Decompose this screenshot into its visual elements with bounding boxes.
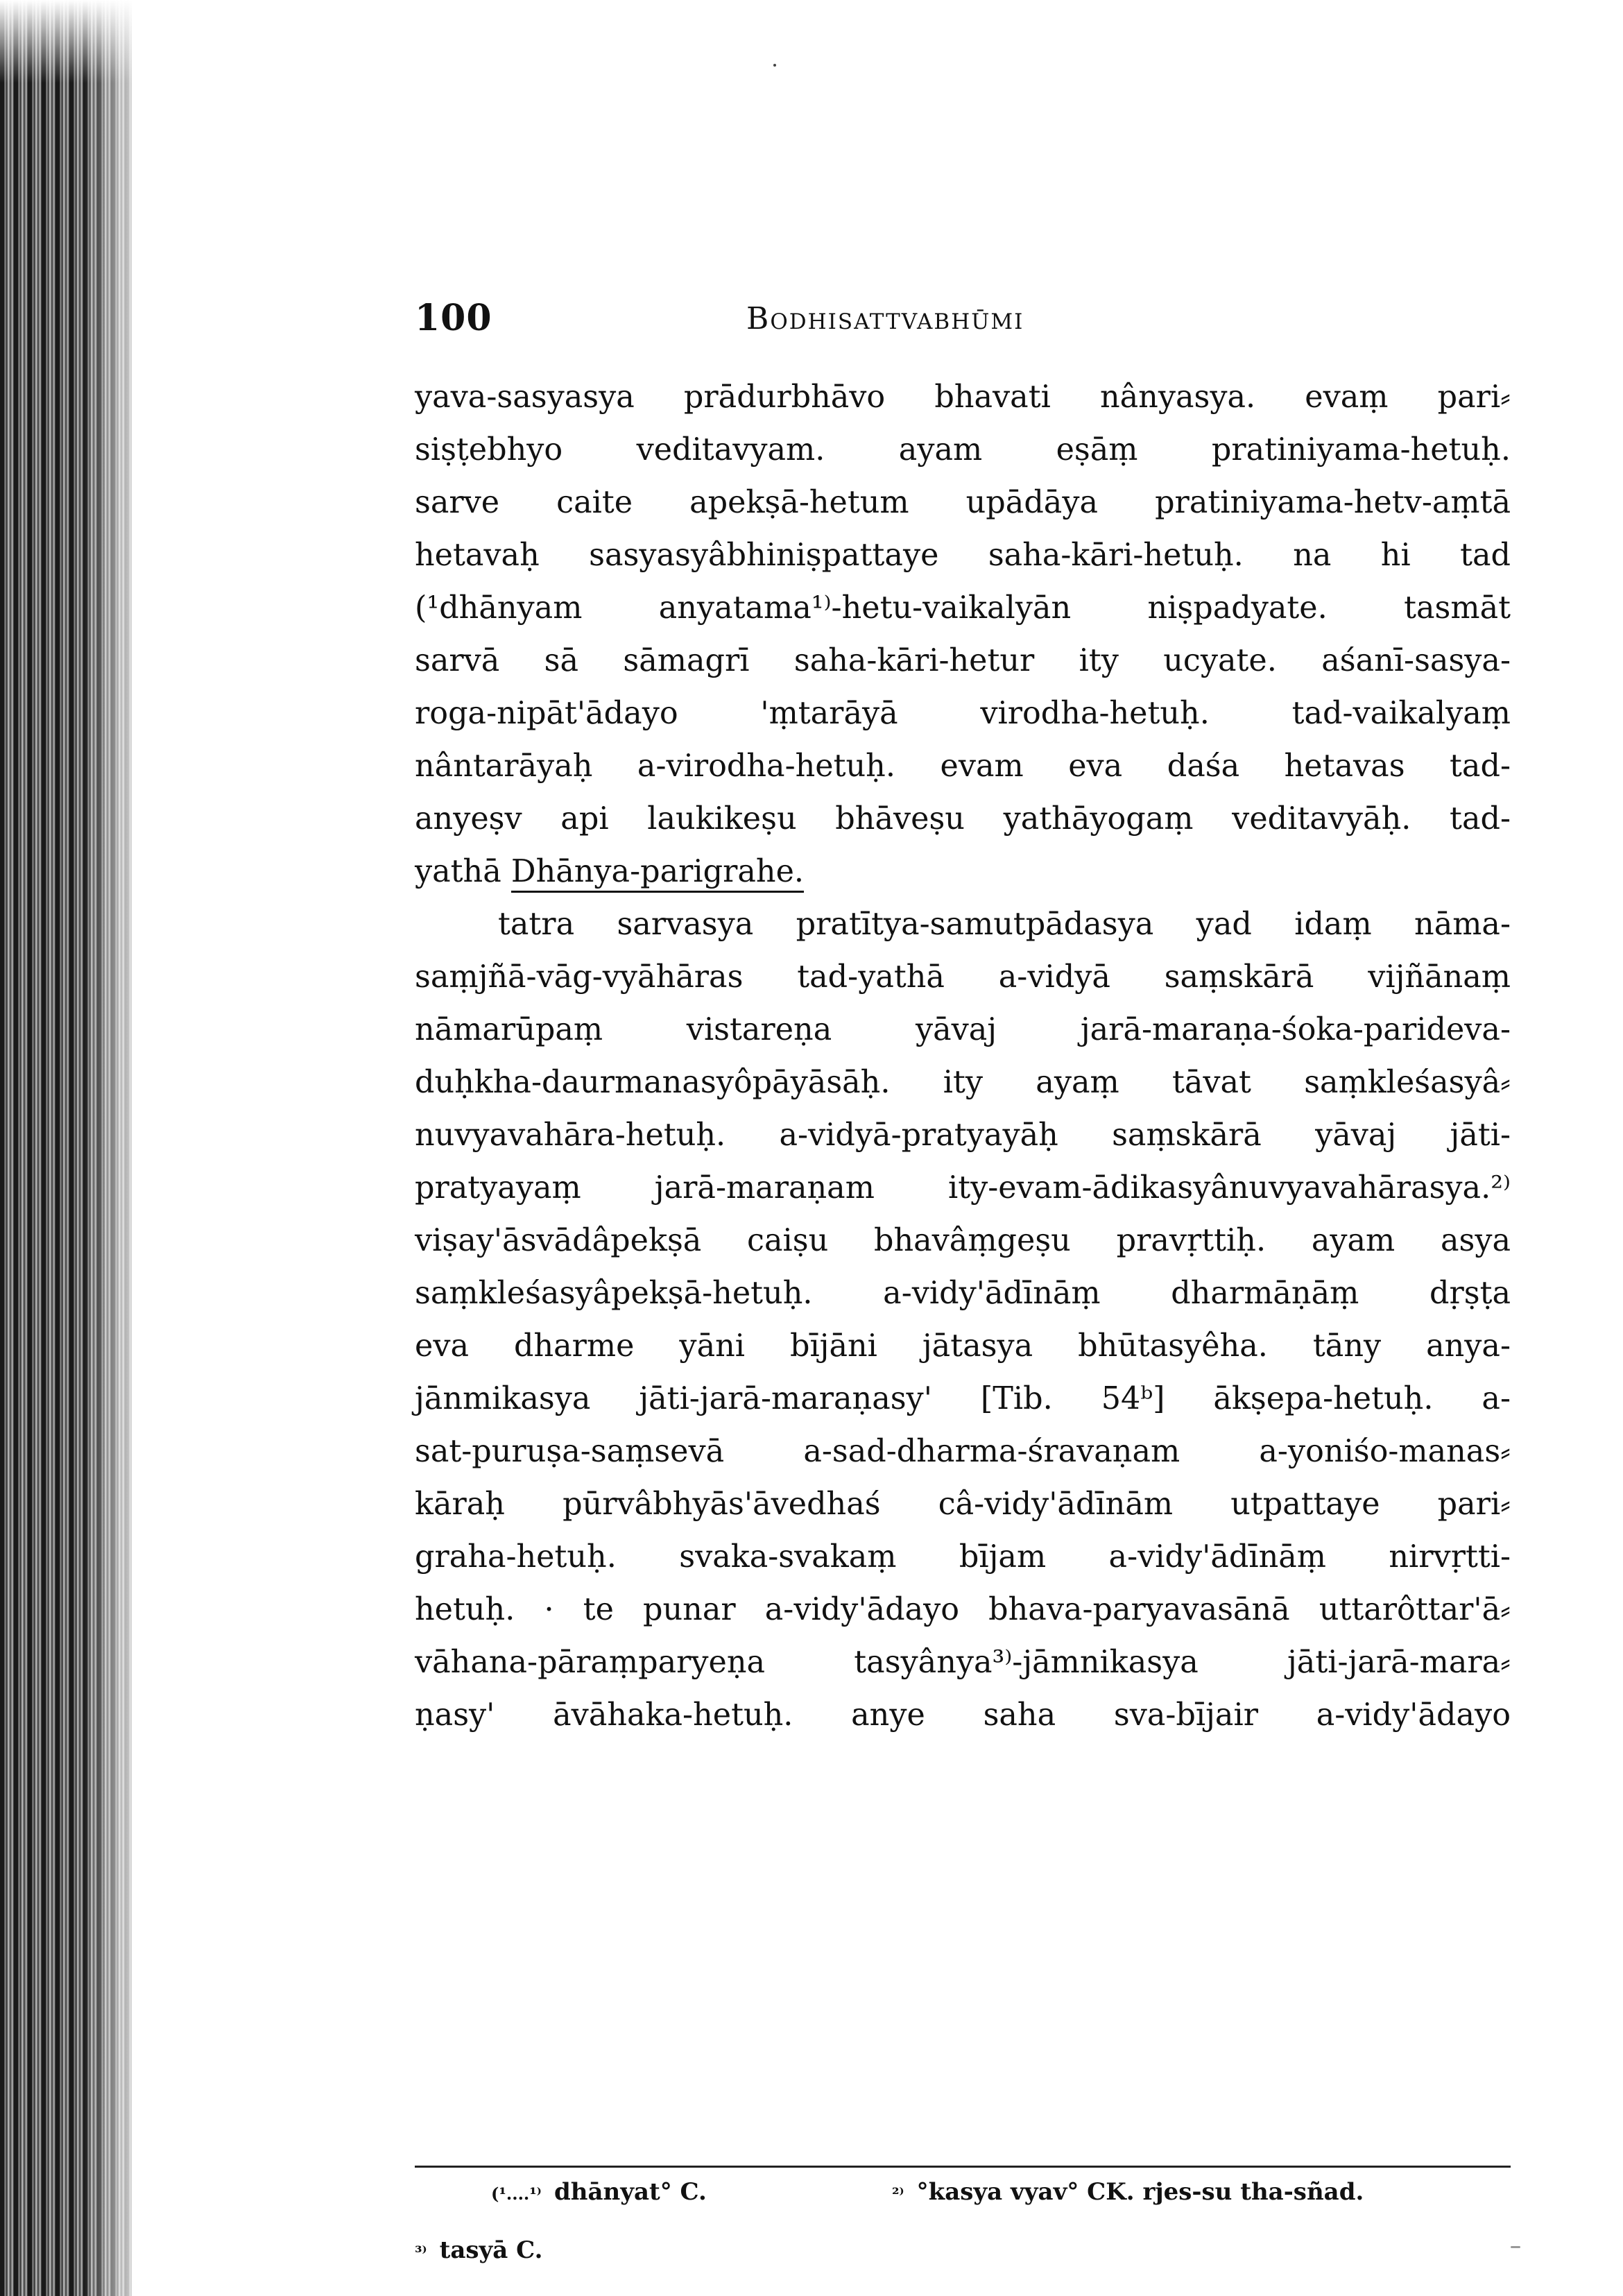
text-line: viṣay'āsvādâpekṣā caiṣu bhavâṃgeṣu pravṛttiḥ. ayam asya [415, 1223, 1511, 1258]
text-line: jānmikasya jāti-jarā-maraṇasy' [Tib. 54ᵇ] ākṣepa-hetuḥ. a- [415, 1381, 1511, 1416]
footnote-3 [415, 2236, 542, 2264]
text-line: nuvyavahāra-hetuḥ. a-vidyā-pratyayāḥ saṃskārā yāvaj jāti- [415, 1117, 1511, 1153]
text-line: duḥkha-daurmanasyôpāyāsāḥ. ity ayaṃ tāvat saṃkleśasyâ⸗ [415, 1065, 1511, 1100]
text-line: nāmarūpaṃ vistareṇa yāvaj jarā-maraṇa-śoka-parideva- [415, 1012, 1511, 1047]
paper-speck [1511, 2246, 1520, 2248]
cross-reference: Dhānya-parigrahe. [511, 854, 804, 893]
text-line: (¹dhānyam anyatama¹⁾-hetu-vaikalyān niṣpadyate. tasmāt [415, 590, 1511, 626]
footnote-1-text: dhānyat° C. [553, 2178, 707, 2206]
footnote-2-mark: ²⁾ [892, 2184, 904, 2204]
footnote-2-text: °kasya vyav° CK. rjes-su tha-sñad. [916, 2178, 1364, 2206]
text-line: sarvā sā sāmagrī saha-kāri-hetur ity ucyate. aśanī-sasya- [415, 643, 1511, 678]
binding-gutter-top [0, 0, 139, 83]
running-title: Bodhisattvabhūmi [746, 301, 1024, 336]
text-line: graha-hetuḥ. svaka-svakaṃ bījam a-vidy'ādīnāṃ nirvṛtti- [415, 1539, 1511, 1575]
text-line: siṣṭebhyo veditavyam. ayam eṣāṃ pratiniyama-hetuḥ. [415, 432, 1511, 468]
binding-gutter-fade [83, 0, 146, 2296]
footnote-rule [415, 2166, 1511, 2168]
footnote-1-mark: (¹....¹⁾ [491, 2184, 542, 2204]
paragraph-first-line: tatra sarvasya pratītya-samutpādasya yad idaṃ nāma- [498, 907, 1511, 942]
text-line: kāraḥ pūrvâbhyās'āvedhaś câ-vidy'ādīnām utpattaye pari⸗ [415, 1487, 1511, 1522]
text-line-prefix: yathā [415, 854, 511, 889]
text-line: roga-nipāt'ādayo 'ṃtarāyā virodha-hetuḥ. tad-vaikalyaṃ [415, 696, 1511, 731]
footnote-3-text: tasyā C. [439, 2236, 543, 2264]
paper-speck [773, 64, 776, 67]
footnote-3-mark: ³⁾ [415, 2242, 427, 2262]
text-line: saṃkleśasyâpekṣā-hetuḥ. a-vidy'ādīnāṃ dharmāṇāṃ dṛṣṭa [415, 1276, 1511, 1311]
page-number: 100 [415, 297, 492, 339]
text-line: saṃjñā-vāg-vyāhāras tad-yathā a-vidyā saṃskārā vijñānaṃ [415, 959, 1511, 995]
text-line: hetuḥ. · te punar a-vidy'ādayo bhava-paryavasānā uttarôttar'ā⸗ [415, 1592, 1511, 1627]
footnote-1 [491, 2178, 707, 2206]
text-line-with-reference [415, 846, 1511, 898]
page-header [415, 297, 1511, 352]
text-line: ṇasy' āvāhaka-hetuḥ. anye saha sva-bījair a-vidy'ādayo [415, 1697, 1511, 1733]
footnote-2 [892, 2178, 1364, 2206]
text-line: yava-sasyasya prādurbhāvo bhavati nânyasya. evaṃ pari⸗ [415, 379, 1511, 415]
text-line: hetavaḥ sasyasyâbhiniṣpattaye saha-kāri-hetuḥ. na hi tad [415, 538, 1511, 573]
text-line: vāhana-pāraṃparyeṇa tasyânya³⁾-jāmnikasya jāti-jarā-mara⸗ [415, 1645, 1511, 1680]
main-text [415, 371, 1511, 1742]
text-line: anyeṣv api laukikeṣu bhāveṣu yathāyogaṃ veditavyāḥ. tad- [415, 801, 1511, 837]
text-line: sarve caite apekṣā-hetum upādāya pratiniyama-hetv-aṃtā [415, 485, 1511, 520]
text-line: pratyayaṃ jarā-maraṇam ity-evam-ādikasyânuvyavahārasya.²⁾ [415, 1170, 1511, 1206]
text-line: nântarāyaḥ a-virodha-hetuḥ. evam eva daśa hetavas tad- [415, 748, 1511, 784]
text-line: eva dharme yāni bījāni jātasya bhūtasyêha. tāny anya- [415, 1328, 1511, 1364]
text-line: sat-puruṣa-saṃsevā a-sad-dharma-śravaṇam a-yoniśo-manas⸗ [415, 1434, 1511, 1469]
